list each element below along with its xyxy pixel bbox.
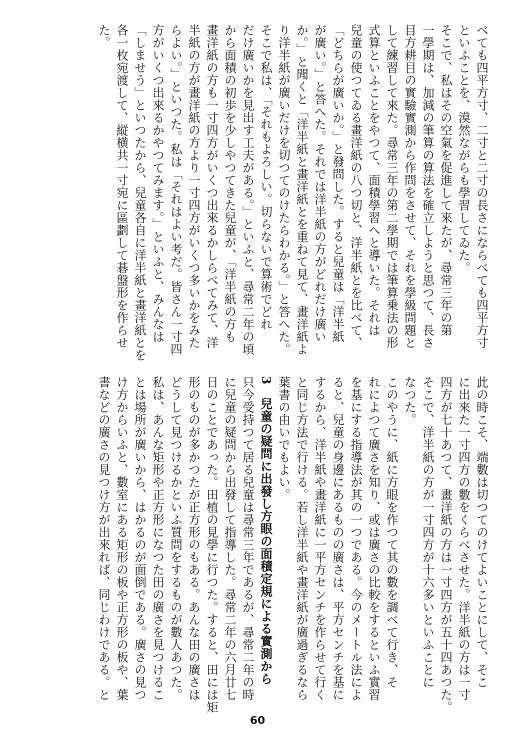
text-line: り洋半紙が廣いだけを切つてのけたらわかる。」と答へた。 [277, 24, 291, 356]
text-line: から面積の初歩を少しやつてきた兒童が、「洋半紙の方も [223, 24, 237, 343]
text-line: と同じ方法で行ける。若し洋半紙や畫洋紙が廣過ぎるなら [295, 376, 309, 701]
text-line: 書などの廣さの見つけ方が出來れば、同じわけである。と [97, 376, 111, 701]
text-line: 只今受持つて居る兒童は尋常三年であるが、尋常二年の時 [241, 376, 255, 701]
text-line: 兒童の使つてゐる畫洋紙の八つ切と、洋半紙とを比べて、 [349, 24, 363, 349]
text-line: に兒童の疑問から出發して指導した。尋常二年の六月廿七 [223, 376, 237, 701]
text-line: このやうに、紙に方眼を作つて其の數を調べて行き、そ [385, 376, 399, 689]
text-line: 「どちらが廣いか。」と發問した。すると兒童は「洋半紙 [331, 24, 345, 343]
text-line: といふことを、漠然ながらも學習してゐた。 [457, 24, 471, 274]
text-line: 此の時こそ、端數は切つてのけてよいことにして、そこ [475, 376, 489, 689]
text-line: なつた。 [403, 376, 417, 426]
text-line: 葉書の由いでもよい。 [277, 376, 291, 501]
text-line: 方がいくつ出來るかやつてみます。」といふと、みんなは [151, 24, 165, 343]
text-line: 式算といふことをやつて、面積學習へと導いた。それは [367, 24, 381, 337]
text-line: に出來た一寸四方の數をくらべさせた。洋半紙の方は一寸 [457, 376, 471, 701]
text-line: どうして見つけるかといふ質問をするものが數人あつた。 [169, 376, 183, 701]
text-line: 一學期は、加減の筆算の算法を確立しようと思つて、長さ [421, 24, 435, 349]
text-line: 私は、あんな矩形や正方形になつた田の廣さを見つけるこ [151, 376, 165, 701]
text-line: た。 [97, 24, 111, 49]
text-line: ると、兒童の身邊にあるものの廣さは、平方センチを基に [331, 376, 345, 701]
text-line: 3 兒童の疑問に出發し方眼の面積定規による實測から [259, 376, 273, 685]
text-line: 半紙の方が畫洋紙の方より一寸四方がいくつ多いかをみた [187, 24, 201, 349]
text-line: か。」と聞くと「洋半紙と畫洋紙とを重ねて見て、畫洋紙よ [295, 24, 309, 356]
text-line: とは場所が廣いから、はかるのが面倒である。廣さの見つ [133, 376, 147, 701]
text-line: そこで、私はその空氣を促進して來たが、尋常三年の第 [439, 24, 453, 337]
text-line: して練習して來た。尋常三年の第二學期では筆算乗法の形 [385, 24, 399, 349]
text-line: 畫洋紙の方も一寸四方がいくつ出來るかしらべてみて、洋 [205, 24, 219, 349]
text-line: するから、洋半紙や畫洋紙に一平方センチを作らせて行く [313, 376, 327, 701]
text-line: そこで、洋半紙の方が一寸四方が十六多いといふことに [421, 376, 435, 689]
text-line: 形のものが多かつたが正方形のもある。あんな田の廣さは [187, 376, 201, 701]
upper-text-block [31, 24, 491, 366]
text-line: 日のことであった。田植の見學に行つた。すると、田には矩 [205, 376, 219, 714]
text-line: べても四平方寸、二寸と二寸の長さにならべても四平方寸 [475, 24, 489, 349]
text-line: 目方耕目の實驗實測から作問をさせて、それを學級問題と [403, 24, 417, 349]
text-line: 「しませう」といつたから、兒童各自に洋半紙と畫洋紙とを [133, 24, 147, 362]
text-line: 各一枚宛渡して、縦横共一寸宛に區劃して碁盤形を作らせ [115, 24, 129, 349]
text-line: らよい。」といつた。私は「それはよい考だ。皆さん一寸四 [169, 24, 183, 356]
page-number: 60 [249, 714, 266, 727]
text-line: け方からいふと、數室にある矩形の板や正方形の板や、葉 [115, 376, 129, 701]
text-line: だけ廣いかを見出す工夫がある。」といふと、尋常二年の頃 [241, 24, 255, 356]
lower-text-block [31, 376, 491, 721]
text-line: れによつて廣さを知り、或は廣さの比較をするといふ實習 [367, 376, 381, 701]
text-line: そこで私は、「それもよろしい。切らないで算術でどれ [259, 24, 273, 331]
text-line: が廣い。」と答へた。それでは洋半紙の方がどれだけ廣い [313, 24, 327, 343]
text-line: を基にする指導法が其の一つである。今のメートル法によ [349, 376, 363, 701]
text-line: 四方が七十あつて、畫洋紙の方は一寸四方が五十四あつた。 [439, 376, 453, 714]
